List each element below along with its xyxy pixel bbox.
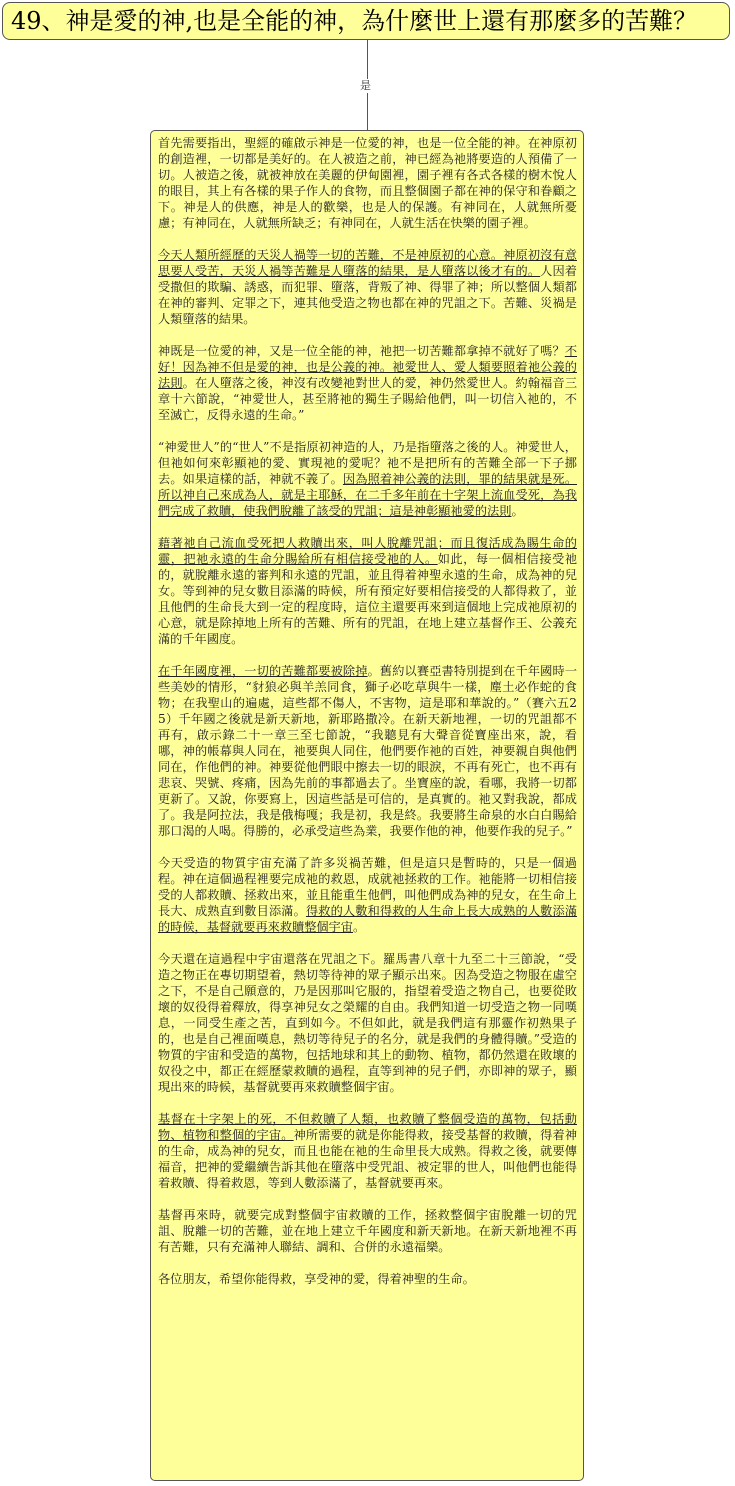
answer-paragraph: 今天還在這過程中宇宙還落在咒詛之下。羅馬書八章十九至二十三節說，“受造之物正在專切期望着，熱切等待神的眾子顯示出來。因為受造之物服在虛空之下，不是自己願意的，乃是因那叫它服的，指望着受造之物自己，也要從敗壞的奴役得着釋放，得享神兒女之榮耀的自由。我們知道一切受造之物一同嘆息，一同受生產之苦，直到如今。不但如此，就是我們這有那靈作初熟果子的，也是自己裡面嘆息，熱切等待兒子的名分，就是我們的身體得贖。”受造的物質的宇宙和受造的萬物，包括地球和其上的動物、植物，都仍然還在敗壞的奴役之中，都正在經歷蒙救贖的過程，直等到神的兒子們，亦即神的眾子，顯現出來的時候，基督就要再來救贖整個宇宙。 (158, 952, 577, 1094)
answer-paragraph: 藉著祂自己流血受死把人救贖出來，叫人脫離咒詛；而且復活成為賜生命的靈，把祂永遠的生命分賜給所有相信接受祂的人。如此，每一個相信接受祂的，就脫離永遠的審判和永遠的咒詛，並且得着神聖永遠的生命，成為神的兒女。等到神的兒女數目添滿的時候，所有預定好要相信接受的人都得救了，並且他們的生命長大到一定的程度時，這位主還要再來到這個地上完成祂原初的心意，就是除掉地上所有的苦難、所有的咒詛，在地上建立基督作王、公義充滿的千年國度。 (158, 536, 578, 646)
answer-paragraph: 首先需要指出，聖經的確啟示神是一位愛的神，也是一位全能的神。在神原初的創造裡，一切都是美好的。在人被造之前，神已經為祂將要造的人預備了一切。人被造之後，就被神放在美麗的伊甸園裡，園子裡有各式各樣的樹木悅人的眼目，其上有各樣的果子作人的食物，而且整個園子都在神的保守和眷顧之下。神是人的供應，神是人的歡樂，也是人的保護。有神同在，人就無所憂慮；有神同在，人就無所缺乏；有神同在，人就生活在快樂的園子裡。 (158, 136, 577, 230)
answer-paragraph: 今天受造的物質宇宙充滿了許多災禍苦難，但是這只是暫時的，只是一個過程。神在這個過程裡要完成祂的救恩，成就祂拯救的工作。祂能將一切相信接受的人都救贖、拯救出來，並且能重生他們，叫他們成為神的兒女，在生命上長大、成熟直到數目添滿。得救的人數和得救的人生命上長大成熟的人數添滿的時候，基督就要再來救贖整個宇宙。 (158, 856, 578, 934)
answer-paragraph: 今天人類所經歷的天災人禍等一切的苦難，不是神原初的心意。神原初沒有意思要人受苦，天災人禍等苦難是人墮落的結果，是人墮落以後才有的。人因着受撒但的欺騙、誘惑，而犯罪、墮落，背叛了神、得罪了神；所以整個人類都在神的審判、定罪之下，連其他受造之物也都在神的咒詛之下。苦難、災禍是人類墮落的結果。 (158, 248, 577, 326)
answer-paragraph: 基督在十字架上的死，不但救贖了人類，也救贖了整個受造的萬物，包括動物、植物和整個的宇宙。神所需要的就是你能得救，接受基督的救贖，得着神的生命，成為神的兒女，而且也能在祂的生命里長大成熟。得救之後，就要傳福音，把神的愛繼續告訴其他在墮落中受咒詛、被定罪的世人，叫他們也能得着救贖、得着救恩，等到人數添滿了，基督就要再來。 (158, 1112, 578, 1190)
question-title-text: 49、神是愛的神,也是全能的神，為什麼世上還有那麼多的苦難？ (11, 7, 698, 35)
answer-paragraph: 神既是一位愛的神，又是一位全能的神，祂把一切苦難都拿掉不就好了嗎？不好！因為神不但是愛的神，也是公義的神。祂愛世人、愛人類要照着祂公義的法則。在人墮落之後，神沒有改變祂對世人的愛，神仍然愛世人。約翰福音三章十六節說，“神愛世人，甚至將祂的獨生子賜給他們，叫一切信入祂的，不至滅亡，反得永遠的生命。” (158, 344, 578, 422)
answer-node (150, 130, 584, 1481)
answer-paragraph: 在千年國度裡，一切的苦難都要被除掉。舊約以賽亞書特別提到在千年國時一些美妙的情形，“豺狼必與羊羔同食，獅子必吃草與牛一樣，塵土必作蛇的食物；在我聖山的遍處，這些都不傷人，不害物，這是耶和華說的。”（賽六五25）千年國之後就是新天新地，新耶路撒冷。在新天新地裡，一切的咒詛都不再有，啟示錄二十一章三至七節說，“我聽見有大聲音從寶座出來，說，看哪，神的帳幕與人同在，祂要與人同住，他們要作祂的百姓，神要親自與他們同在，作他們的神。神要從他們眼中擦去一切的眼淚，不再有死亡，也不再有悲哀、哭號、疼痛，因為先前的事都過去了。坐寶座的說，看哪，我將一切都更新了。又說，你要寫上，因這些話是可信的，是真實的。祂又對我說，都成了。我是阿拉法，我是俄梅嘎；我是初，我是終。我要將生命泉的水白白賜給那口渴的人喝。得勝的，必承受這些為業，我要作他的神，他要作我的兒子。” (158, 664, 578, 838)
edge-label: 是 (360, 79, 371, 92)
answer-paragraph: “神愛世人”的“世人”不是指原初神造的人，乃是指墮落之後的人。神愛世人，但祂如何來彰顯祂的愛、實現祂的愛呢？祂不是把所有的苦難全部一下子挪去。如果這樣的話，神就不義了。因為照着神公義的法則，罪的結果就是死。所以神自己來成為人，就是主耶穌，在二千多年前在十字架上流血受死，為我們完成了救贖，使我們脫離了該受的咒詛；這是神彰顯祂愛的法則。 (158, 440, 578, 518)
answer-paragraph: 各位朋友，希望你能得救，享受神的愛，得着神聖的生命。 (158, 1272, 475, 1286)
question-title-node (2, 2, 730, 40)
answer-paragraph: 基督再來時，就要完成對整個宇宙救贖的工作，拯救整個宇宙脫離一切的咒詛、脫離一切的苦難，並在地上建立千年國度和新天新地。在新天新地裡不再有苦難，只有充滿神人聯結、調和、合併的永遠福樂。 (158, 1208, 577, 1254)
